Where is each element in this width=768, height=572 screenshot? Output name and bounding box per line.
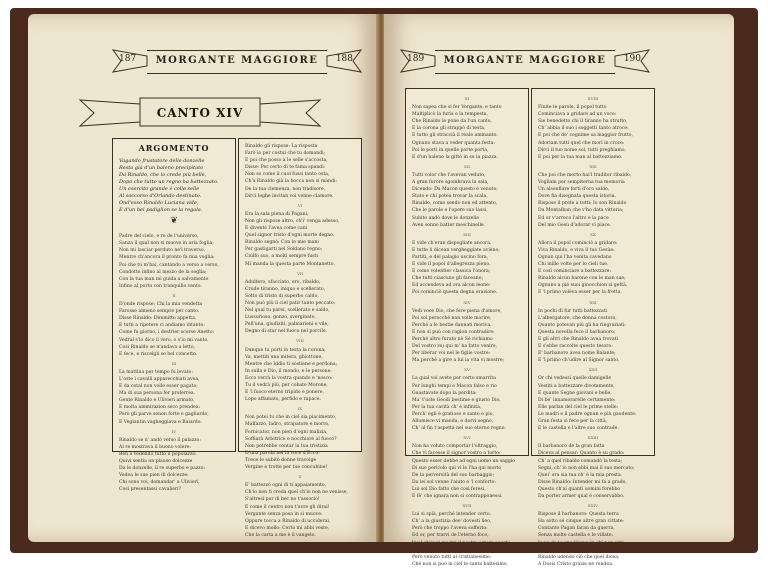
verse-line: Il barbanoro de la gran fatta <box>538 444 605 450</box>
verse-line: In pochi dì fur tutti battezzati <box>538 308 607 314</box>
verse-line: Non può più il ciel patir tanto peccato: <box>245 300 336 306</box>
verse-line: S'altresì por di bec no t'associo! <box>245 497 320 503</box>
verse-line: Allora il popol cominciò a gridare: <box>538 240 618 246</box>
argument-line: E d'un bel padiglion se la regala. <box>119 207 203 214</box>
verse-line: Non gli rispose altro, ch'i' venga adesso, <box>245 218 340 224</box>
running-title: MORGANTE MAGGIORE <box>155 55 319 66</box>
verse-line: E da cotal non volle esser pagato; <box>119 384 198 390</box>
verse-line: E fè' che ignara non si contrapponessi. <box>412 493 503 499</box>
verse-line: Stato e chi potea trovar la scala. <box>412 194 488 200</box>
argument-line: Vagando frustatore delle donzelle <box>119 158 205 165</box>
page-number-secondary: 190 <box>623 54 641 64</box>
right-running-header <box>401 44 649 78</box>
verse-line: Dirci leghe invitan voi venne clamore. <box>245 193 334 199</box>
verse-line: Da porter armer qual è conservabbo. <box>538 493 625 499</box>
verse-line: Da Montalban che v'ho data vittoria; <box>538 208 624 214</box>
verse-line: Infino al porto con tranquillo vento. <box>119 283 202 289</box>
verse-line: L'albergatore, che donna costoro, <box>538 315 617 321</box>
verse-line: Farosse almeno sempre per canto. <box>119 309 200 315</box>
right-column-stanzas-1 <box>405 88 529 567</box>
verse-line: Farò io per costui che tu domandi; <box>245 151 326 157</box>
verse-line: Rispose il barbanoro: Questa terra <box>538 512 619 518</box>
fleuron-ornament: ❦ <box>170 216 178 227</box>
verse-line: Soffiarà Arbitrice e nocchiore al fuoco? <box>245 436 337 442</box>
verse-line: Contanto Pagan faran da guerra, <box>538 526 615 532</box>
running-title: MORGANTE MAGGIORE <box>443 55 607 66</box>
verse-line: Gente Rinaldo e Ulivieri armato, <box>119 398 195 404</box>
canto-heading <box>80 92 320 132</box>
verse-line: Ch'a Rinaldo già la bocca non si mandi: <box>245 179 337 185</box>
verse-line: Disse Rinaldo: Dimmitto appetta, <box>119 316 197 322</box>
verse-line: Dicendo: Da Macon questo è venuto; <box>412 187 498 193</box>
verse-line: Vogliam per sempiterna tua memoria <box>538 180 625 186</box>
verse-line: Così Rinaldo se n'andava a letto, <box>119 344 196 350</box>
verse-line: E poi per la tua man al battezziamo. <box>538 154 623 160</box>
verse-line: E d'un baleno la gittò in su la piazza. <box>412 154 498 160</box>
verse-line: E 'l primo ch'udire al Signor santo. <box>538 358 620 364</box>
verse-line: Partiti, e del palagio uscino fora, <box>412 254 489 260</box>
verse-line: Ma' t'uste Geodi bestime e giusto Dio, <box>412 397 501 403</box>
verse-line: E vide il popol d'allegrezza pieno, <box>412 262 491 268</box>
verse-line: Cominciava a gridare ad un voce: <box>538 112 617 118</box>
verse-line: Ha sotto sé cinque altre gran cittate: <box>538 519 625 525</box>
stanza-number: II <box>172 292 176 298</box>
verse-line: Oppure tocca a Rinaldo di ucciderai, <box>245 518 331 524</box>
page-number-secondary: 188 <box>335 54 353 64</box>
verse-line: Io vo da te una lingua in chi non erra; <box>538 540 627 546</box>
argument-line: Un esercito grande è colle selle <box>119 186 200 193</box>
verse-line: Ed or, per trarvi de l'eterno foco, <box>412 533 489 539</box>
verse-line: E tutte li dicean vergheggiate avièno; <box>412 247 500 253</box>
verse-line: Vuol ch'io vi mostri il nostro errore aperto, <box>412 540 512 546</box>
verse-line: Dunque tu porti in testa la corona; <box>245 347 326 353</box>
verse-line: Rinaldo udendo ciò che quel dicea, <box>538 554 620 560</box>
verse-line: Chi mille volte per lo cieli tue. <box>538 262 609 268</box>
verse-line: E' battezzò ogni di ti appaiamento, <box>245 483 327 489</box>
verse-line: Padre del cielo, e re de l'universo, <box>119 234 199 240</box>
verse-line: Ed or v'arreco l'altro e la pace <box>538 215 609 221</box>
verse-line: Come fu giorno, i destrier scorse Anetto: <box>119 330 215 336</box>
verse-line: Elle parlan del ciel le prime stelle: <box>538 404 619 410</box>
verse-line: Non mi lasciar perduto ne'l traverso, <box>119 248 206 254</box>
verse-line: Rinaldo se n' andò verso il palazzo: <box>119 437 201 443</box>
argument-line: Ond'esso Rinaldo Luciana vide, <box>119 200 199 207</box>
verse-line: Quel signor tristo d'ogni morte degno. <box>245 233 335 239</box>
stanza-number: XVII <box>462 503 472 509</box>
verse-line: E dicevo mollo: Certo mi abbi veste, <box>245 525 330 531</box>
verse-line: Disse Rinaldo: Intender mi fa a grado, <box>538 479 627 485</box>
verse-line: E Veglantin vagheggiava e Baiardo. <box>119 419 202 425</box>
argument-line: Al soccorso d'Orlando destinato. <box>119 193 202 200</box>
verse-line: Tu il vedrà più, per cobate Morone, <box>245 383 328 388</box>
verse-line: E così cominciare a battezzare: <box>538 269 612 275</box>
verse-line: Di be' innamorarelle certamente: <box>538 397 616 403</box>
verse-line: Nel qual tu parei, scellerato e saldo, <box>245 308 330 314</box>
stanza-number: IX <box>297 406 303 412</box>
verse-line: Or chi vedessi quelle damigelle <box>538 376 612 382</box>
verse-line: Ma perché a gire a lui ia vita vi mostre; <box>412 358 505 364</box>
verse-line: Ecco verrà la vostra quando e 'nosco: <box>245 375 333 381</box>
verse-line: Però venuto tutti al cristianesimo: <box>412 554 492 560</box>
verse-line: Ma tu potrai veder le schiere armate. <box>538 547 626 553</box>
verse-line: Quei' ora sia tua ch' è la mia presta. <box>538 472 623 478</box>
stanza-number: VI <box>297 202 303 208</box>
verse-line: Del mio Gesù d'adorar vi piace. <box>538 222 612 228</box>
verse-line: Subito andò dove le donzelle <box>412 215 480 221</box>
verse-line: In sulla e Dio, il mondo, e le persone: <box>245 368 332 374</box>
verse-line: E poi che de' cegnime sa maggior frutto, <box>538 133 633 139</box>
verse-line: Con la tua man mi guida a salvamento <box>119 276 209 282</box>
verse-line: Per liberar voi nel le figlie vostre: <box>412 351 491 357</box>
verse-line: E poi che posso a le selle s'accosta, <box>245 158 328 164</box>
verse-line: Ben a vedendo tutto il popolazzo: <box>119 451 197 457</box>
verse-line: Crude tiranno, iniquo e scellerato, <box>245 286 326 292</box>
stanza-number: XIX <box>589 163 597 169</box>
verse-line: Fornicator, non pien d'ogni malizia, <box>245 429 328 435</box>
verse-line: Vergine e trotte per tue concubine! <box>245 465 328 471</box>
argument-text <box>119 158 229 214</box>
stanza-number: XI <box>464 96 470 101</box>
verse-line: Del vostro re) qui m' ha fatto venire, <box>412 344 498 350</box>
verse-line: E s'ebbe raccolte questo tesoro: <box>538 344 613 350</box>
verse-line: Aven sonno batter meschinelle. <box>412 222 486 228</box>
verse-line: E la corona gli strappò di testa, <box>412 126 486 132</box>
verse-line: Questo ch'ai quanti uomini forebbo <box>538 486 621 492</box>
verse-line: E le castella e l'altre suo contrade. <box>538 426 619 432</box>
verse-line: Che tutti ciascuno gli faceano; <box>412 276 484 282</box>
page-number: 187 <box>119 54 137 64</box>
verse-line: Era la sala piena di Pagani; <box>245 211 309 217</box>
verse-line: A Dosis Cristo grazie ne rendea. <box>538 561 614 567</box>
stanza-block <box>412 95 522 568</box>
verse-line: E fece, e riscelgli se bel concetto. <box>119 351 198 357</box>
verse-line: Mentre ch'ancora il pronto fa mia voglia: <box>119 255 215 261</box>
verse-line: Ognuno a pié suoi ginocchion si gettà, <box>538 283 628 289</box>
verse-line: Ch' a la giustizia dee' dovesti lieo, <box>412 519 492 525</box>
verse-line: De la perversità del suo barbaggio; <box>412 472 495 478</box>
verse-line: Sie benedetto chi il tiranno ha strutto, <box>538 119 628 125</box>
verse-line: Trece le subito donne travolge <box>245 457 317 463</box>
verse-line: Quanto potevan più gli ha ringraziati: <box>538 322 626 328</box>
verse-line: Non so come il cuol fussi tanto osta, <box>245 172 330 178</box>
canto-title: CANTO XIV <box>156 106 244 120</box>
verse-line: Finite le parole, il popol tutto <box>538 105 607 111</box>
verse-line: Poi cominciò questa degna orazione. <box>412 290 498 296</box>
verse-line: E quante Segne giovani e belle, <box>538 390 612 396</box>
argument-line: Da Rinaldo, che lo crede più belle, <box>119 172 207 179</box>
verse-line: Da le donzelle, il re superbo e pazzo: <box>119 466 206 472</box>
verse-line: Sanza il qual non si muove in aria foglia; <box>119 241 214 247</box>
stanza-number: XIV <box>463 299 471 305</box>
argument-line: Dopo che tutto un regno ha battezzato. <box>119 179 219 186</box>
verse-line: Ch' al fin t'aspetta nel suo eterno regno. <box>412 426 506 432</box>
verse-line: De la tua clemenza, non tradisore, <box>245 186 326 192</box>
verse-line: Diceva al pensar: Quanto è su grado: <box>538 451 625 457</box>
stanza-block <box>245 143 355 539</box>
verse-line: E come il centro non t'avre gli dirai! <box>245 504 330 510</box>
stanza-number: XVI <box>463 435 471 441</box>
verse-line: Per la tua carità ch' è infinita, <box>412 404 482 410</box>
stanza-number: XV <box>464 367 470 373</box>
verse-line: Che la carta a me è il vangelo. <box>245 532 316 538</box>
verse-line: Non ha voluto comportar l'oltraggio, <box>412 444 498 450</box>
stanza-number: XXIII <box>587 435 599 441</box>
verse-line: Vedea le sue pien di dolcezze: <box>119 473 189 479</box>
verse-line: Sotto di tristo di superbo caldo, <box>245 293 319 299</box>
stanza-number: VIII <box>296 338 304 344</box>
verse-line: Malfazzo, ladro, strapatore e morro, <box>245 422 330 428</box>
verse-line: Vergante senza posa in sì muove: <box>245 511 323 517</box>
verse-line: Non potei tu che in ciel sia piacimento, <box>245 415 337 421</box>
verse-line: A gran furore sgombrava la sala, <box>412 180 489 186</box>
verse-line: Che le parole e l'opere suo lassi, <box>412 208 488 214</box>
verse-line: Però gli parve senon forte e gagliardo, <box>119 412 209 418</box>
verse-line: Non potrebbe contar la tua tristizia <box>245 443 328 449</box>
verse-line: Che vi facesse il signor vostro a torto: <box>412 451 501 457</box>
verse-line: Ed accendeva ad ora alcun leone: <box>412 283 491 289</box>
verse-line: Rinaldo alcun barone con le man sue; <box>538 276 626 282</box>
verse-line: Rispose il prete a tutti: Io son Rinaldo <box>538 201 627 207</box>
verse-line: E 'l primo volèva esser per la fretta. <box>538 290 622 296</box>
verse-line: Ma di sua persona fer proferrea. <box>119 391 196 397</box>
verse-line: La mattina per tempo fu levato: <box>119 369 193 375</box>
verse-line: Perch' egli è gratioso e santo e pio, <box>412 411 494 417</box>
verse-line: Pell'una, giudiziti, palmarieni e vile, <box>245 322 329 328</box>
verse-line: Poi che tu m'hai, cantando a verso a verso, <box>119 262 219 268</box>
verse-line: Disse: Per certo di te fama spandi: <box>245 165 326 171</box>
verse-line: Condotto infino al mezzo de la soglia; <box>119 269 207 275</box>
verse-line: Perchè a le bestie dannati moriva, <box>412 322 492 328</box>
verse-line: E non si può con ragion contradire: <box>412 329 495 335</box>
verse-line: Ognuno stava a veder quanta festa: <box>412 140 495 146</box>
verse-line: Vestiti a battezzare divotamente, <box>538 383 615 389</box>
verse-line: Mi manda la questa parte Montanetto. <box>245 261 335 267</box>
verse-line: Ciulfo suo, a molti sempre fusti <box>245 254 318 260</box>
verse-line: Poi le porti in quelle porte porta, <box>412 147 489 153</box>
verse-line: D'onde rispose: Chi la mia vendetta <box>119 302 203 308</box>
verse-line: Di suo pericolo qui vi le l'ha qui morto <box>412 465 502 471</box>
verse-line: Lopo affamato, perfido e rapace. <box>245 397 321 403</box>
verse-line: Da lei sol venne l'aiuto e 'l conforto: <box>412 479 496 485</box>
verse-line: Chè non si può in ciel le santa battesimo. <box>412 561 508 567</box>
verse-line: Vedi voce Dio, che fere piena d'amore, <box>412 308 502 314</box>
stanza-block <box>538 95 648 568</box>
stanza-number: XXI <box>589 299 597 305</box>
verse-line: Adultero, sfacciato, ero, ribaldo, <box>245 279 321 285</box>
verse-line: Le madri e il padre ognun e più gaudente: <box>538 411 637 417</box>
verse-line: Tutti color che l'avevan veduto, <box>412 172 486 178</box>
verse-line: Che Rinaldo le pone da l'un canto, <box>412 119 492 125</box>
verse-line: Rinaldo segnò: Con le mie mani <box>245 240 319 246</box>
verse-line: Nel qual cristiani siete a poco a poco: <box>412 547 500 553</box>
verse-line: Mentre che Iddio ti sostiene e perdona; <box>245 361 338 367</box>
verse-line: Ch' a quel ribaldo comandò la testa; <box>538 458 623 464</box>
verse-line: Quivi sentia un plauso dolcezze <box>119 459 193 464</box>
verse-line: Però che troppo l'aveva sofferto: <box>412 526 488 532</box>
right-column-stanzas-2 <box>531 88 655 567</box>
stanza-number: XX <box>590 231 596 237</box>
verse-line: Per gastigarti nel Soldano regno; <box>245 247 323 253</box>
verse-line: Lussurioso, gonzo, sverginato, <box>245 315 316 321</box>
verse-line: La qual voi avete per certo smarrita <box>412 376 496 382</box>
verse-line: Va, mettiti una mitera, ghiottone, <box>245 354 323 360</box>
verse-line: E tutto gli straccià il reale ammanto: <box>412 133 498 139</box>
verse-line: Un alsenflare forti d'oro saldo, <box>538 187 610 193</box>
verse-line: Chi sono voi, domandar' a Ulivieri, <box>119 480 200 486</box>
verse-line: Poi sol perocché non volle morire, <box>412 315 492 321</box>
verse-line: Lui si spià, perché intender certo, <box>412 512 492 518</box>
verse-line: E molta ammirazion seco prendea: <box>119 405 201 411</box>
verse-line: Perché altro furato nè Sé richiamo <box>412 337 493 342</box>
verse-line: Ch'io non ti creda quel ch'io non ne venisse, <box>245 490 348 496</box>
verse-line: E' barbanoro avea nome Balante; <box>538 351 616 357</box>
left-column-stanzas <box>238 138 362 538</box>
verse-line: Dove fia disegnata questa istoria. <box>538 194 616 200</box>
verse-line: L'oste i cavalli apparecchiati avea, <box>119 376 200 382</box>
verse-line: E come volentier classica l'onora; <box>412 269 491 275</box>
verse-line: Non sapea che si fer Vergante, e tanto <box>412 105 502 111</box>
verse-line: E gli altri che Rinaldo avea trovati <box>538 337 619 342</box>
verse-line: D'una parola nel la voce d'Ecco: <box>245 450 320 456</box>
verse-line: Guastavate dopo la perdita: <box>412 390 477 396</box>
stanza-number: XII <box>463 163 470 169</box>
stanza-number: XVIII <box>587 96 599 101</box>
verse-line: Maltiplicò la furia e la tempesta, <box>412 112 488 118</box>
stanza-block <box>119 233 229 493</box>
stanza-number: XIII <box>463 231 471 237</box>
verse-line: Questa novella fece il barbanoro, <box>538 329 616 335</box>
stanza-number: XXIV <box>587 503 599 509</box>
verse-line: Ch' abbia il suo i soggetti tanto atroce: <box>538 126 629 132</box>
verse-line: Vedral s'io dico il vero, o s'io mi vanto. <box>119 337 209 343</box>
verse-line: Che poi che morto hai'l traditor ribaldo, <box>538 172 632 178</box>
verse-line: Adoriam tutti quel che morì in croce: <box>538 140 625 146</box>
verse-line: E 'l fuoco eterno tripido e ponere, <box>245 390 324 396</box>
verse-line: Gran festa si fece per la città, <box>538 419 608 425</box>
verse-line: Ognun qui l'ha venita cavedano <box>538 254 612 260</box>
stanza-number: III <box>171 360 177 366</box>
left-column-argument <box>112 138 236 493</box>
argument-title: ARGOMENTO <box>138 143 210 153</box>
verse-line: Al re mostrava il buono volere: <box>119 444 191 450</box>
stanza-number: VII <box>296 270 304 276</box>
left-running-header <box>113 44 361 78</box>
verse-line: E vide ch'eran dispogliate ancora, <box>412 240 492 246</box>
argument-line: Resta già d'un baleno precipitato <box>119 165 204 172</box>
verse-line: Viva Rinaldo, e viva il tuo Gesùe: <box>538 247 615 253</box>
verse-line: Dirci il tuo nome sol, tutti preghiamo, <box>538 147 627 153</box>
verse-line: Rinaldo gli rispose: La risposta <box>245 144 318 149</box>
verse-line: Questo esser debbe ad ogni uomo un saggio <box>412 458 516 464</box>
verse-line: E tutti a ripetere ci andiamo intanto: <box>119 323 205 329</box>
verse-line: Lui sol Dio fatto che così feresi, <box>412 486 486 492</box>
stanza-number: IV <box>171 428 177 434</box>
verse-line: Per lunghi tempi e Macon falso e rio <box>412 383 497 389</box>
verse-line: Segni, ch' io non ebbi mai il suo mercato; <box>538 465 635 471</box>
verse-line: Allumisce vi manda, e dorvi segno, <box>412 419 494 425</box>
verse-line: E diventò l'avea come cani <box>245 226 308 232</box>
verse-line: Senza molte castella e le villate: <box>538 533 614 539</box>
verse-line: Così presentassi cavalieri? <box>119 487 182 493</box>
stanza-number: X <box>298 474 302 480</box>
verse-line: Degno di star nel fuoco nel porcile. <box>245 329 328 335</box>
verse-line: Rinaldo, come sendo non ed attento, <box>412 201 498 207</box>
stanza-number: XXII <box>588 367 598 373</box>
page-number: 189 <box>407 54 425 64</box>
